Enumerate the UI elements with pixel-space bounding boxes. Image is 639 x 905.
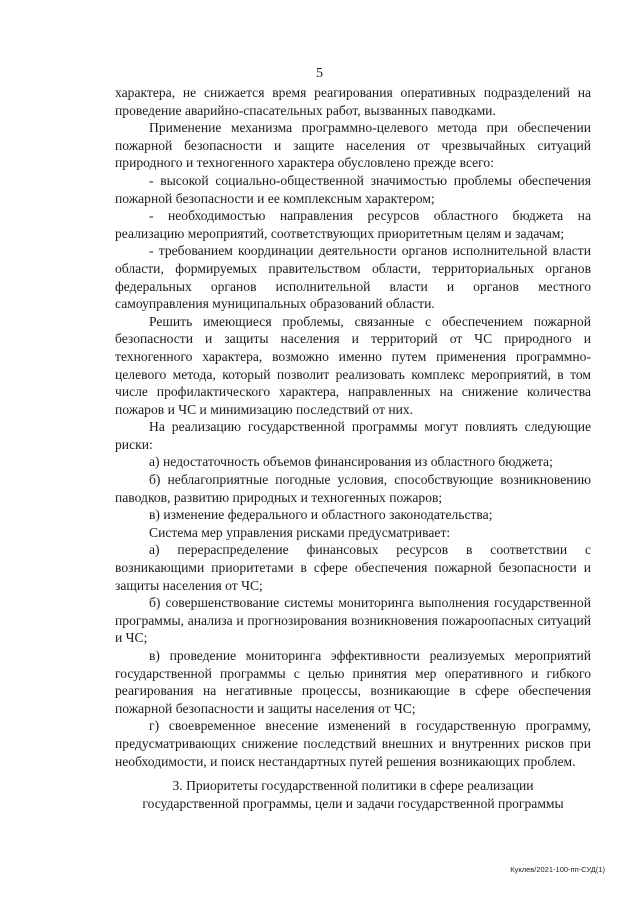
paragraph: Решить имеющиеся проблемы, связанные с обеспечением пожарной безопасности и защиты населения и территорий от ЧС природного и техногенного характера, возможно именно путем применения программно-целевого метода, который позволит реализовать комплекс мероприятий, в том числе профилактического характера, направленных на снижение количества пожаров и ЧС и минимизацию последствий от них. <box>115 313 591 417</box>
paragraph: Система мер управления рисками предусматривает: <box>149 524 451 540</box>
list-item: в) изменение федерального и областного законодательства; <box>149 507 493 523</box>
list-item: а) перераспределение финансовых ресурсов в соответствии с возникающими приоритетами в сфере обеспечения пожарной безопасности и защиты населения от ЧС; <box>115 542 591 593</box>
section-heading-line-2: государственной программы, цели и задачи государственной программы <box>142 796 564 811</box>
footer-document-code: Куклев/2021-100-пп-СУД(1) <box>510 865 605 874</box>
list-item: в) проведение мониторинга эффективности реализуемых мероприятий государственной программы с целью принятия мер оперативного и гибкого реагирования на негативные процессы, возникающие в сфере обеспечения пожарной безопасности и защиты населения от ЧС; <box>115 648 591 716</box>
list-item: - высокой социально-общественной значимостью проблемы обеспечения пожарной безопасности и ее комплексным характером; <box>115 172 591 206</box>
list-item: б) совершенствование системы мониторинга выполнения государственной программы, анализа и прогнозирования возникновения пожароопасных ситуаций и ЧС; <box>115 595 591 646</box>
section-heading <box>115 777 591 813</box>
page-number: 5 <box>316 66 323 81</box>
list-item: - требованием координации деятельности органов исполнительной власти области, формируемых правительством области, территориальных органов федеральных органов исполнительной власти и органов местного самоуправления муниципальных образований области. <box>115 243 591 312</box>
paragraph: Применение механизма программно-целевого метода при обеспечении пожарной безопасности и защите населения от чрезвычайных ситуаций природного и техногенного характера обусловлено прежде всего: <box>115 120 591 171</box>
list-item: г) своевременное внесение изменений в государственную программу, предусматривающих снижение последствий внешних и внутренних рисков при необходимости, и поиск нестандартных путей решения возникающих проблем. <box>115 718 591 769</box>
list-item: - необходимостью направления ресурсов областного бюджета на реализацию мероприятий, соответствующих приоритетным целям и задачам; <box>115 208 591 241</box>
paragraph: На реализацию государственной программы могут повлиять следующие риски: <box>115 419 591 452</box>
body-text <box>115 84 591 770</box>
list-item: а) недостаточность объемов финансирования из областного бюджета; <box>149 454 553 470</box>
list-item: б) неблагоприятные погодные условия, способствующие возникновению паводков, развитию природных и техногенных пожаров; <box>115 472 591 505</box>
section-heading-line-1: 3. Приоритеты государственной политики в сфере реализации <box>172 778 534 793</box>
paragraph: характера, не снижается время реагирования оперативных подразделений на проведение аварийно-спасательных работ, вызванных паводками. <box>115 85 591 118</box>
